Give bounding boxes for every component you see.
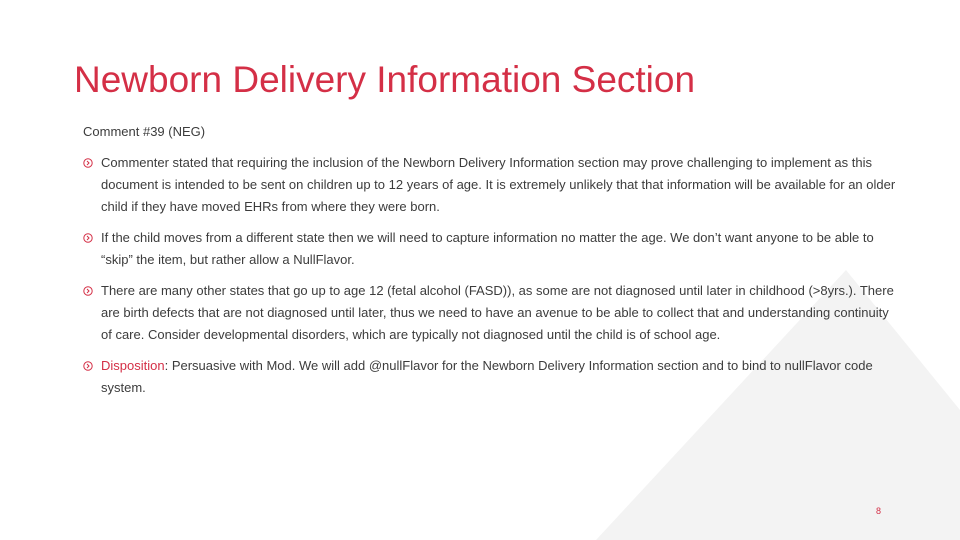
list-item [83,280,903,346]
list-item [83,152,903,218]
comment-heading: Comment #39 (NEG) [83,124,206,139]
bullet-list [83,152,903,399]
page-title: Newborn Delivery Information Section [74,59,696,100]
list-item [83,227,903,271]
bullet-text: Commenter stated that requiring the inclusion of the Newborn Delivery Information section may prove challenging to implement as this document is intended to be sent on children up to 12 years of age. It is extremely unlikely that that information will be available for an older child if they have moved EHRs from where they were born. [101,155,896,214]
circled-chevron-right-icon [83,233,93,243]
slide-content [83,121,903,408]
disposition-colon: : [164,358,169,373]
bullet-text: If the child moves from a different state then we will need to capture information no matter the age. We don’t want anyone to be able to “skip” the item, but rather allow a NullFlavor. [101,230,874,267]
circled-chevron-right-icon [83,361,93,371]
circled-chevron-right-icon [83,158,93,168]
bullet-text: Persuasive with Mod. We will add @nullFlavor for the Newborn Delivery Information section and to bind to nullFlavor code system. [101,358,873,395]
bullet-text: There are many other states that go up to age 12 (fetal alcohol (FASD)), as some are not diagnosed until later in childhood (>8yrs.). There are birth defects that are not diagnosed until later, thus we need to have an avenue to be able to collect that and understanding continuity of care. Consider developmental disorders, which are typically not diagnosed until the child is of school age. [101,283,894,342]
list-item [83,355,903,399]
page-number: 8 [876,506,882,516]
disposition-label: Disposition [101,358,165,373]
circled-chevron-right-icon [83,286,93,296]
